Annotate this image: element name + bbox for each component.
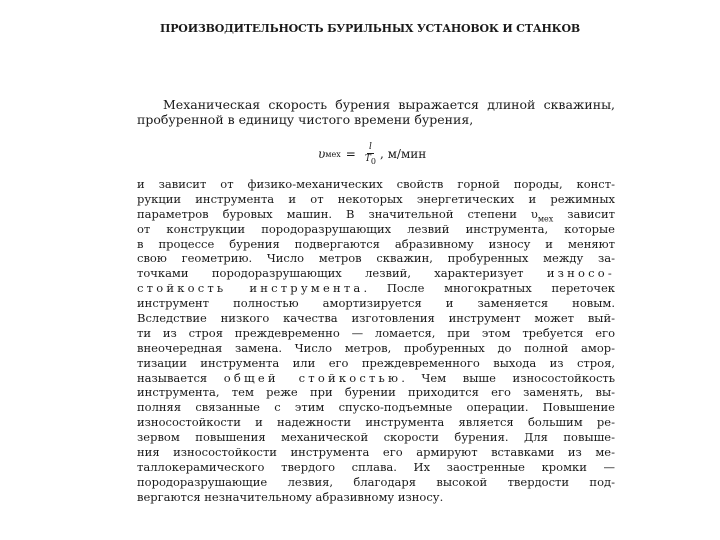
body-paragraph bbox=[137, 177, 615, 505]
body-line: полняя связанные с этим спуско-подъемные операции. Повышение bbox=[137, 400, 615, 415]
formula-lhs-subscript: мех bbox=[325, 149, 341, 159]
body-line: зервом повышения механической скорости бурения. Для повыше- bbox=[137, 430, 615, 445]
body-line: породоразрушающие лезвия, благодаря высокой твердости под- bbox=[137, 474, 615, 489]
formula-fraction bbox=[365, 142, 376, 167]
body-line: свою геометрию. Число метров скважин, пробуренных между за- bbox=[137, 251, 615, 266]
body-line bbox=[137, 207, 615, 222]
spaced-term: общей стойкостью bbox=[223, 370, 402, 385]
intro-line: пробуренной в единицу чистого времени бурения, bbox=[137, 111, 474, 127]
formula-denominator bbox=[365, 154, 376, 167]
body-line: ти из строя преждевременно — ломается, при этом требуется его bbox=[137, 325, 615, 340]
body-line: инструмент полностью амортизируется и заменяется новым. bbox=[137, 296, 615, 311]
body-line-text: называется bbox=[137, 370, 208, 385]
body-line bbox=[137, 266, 615, 281]
intro-line bbox=[137, 96, 615, 111]
body-line: внеочередная замена. Число метров, пробуренных до полной амор- bbox=[137, 340, 615, 355]
formula-unit: , м/мин bbox=[379, 147, 427, 161]
body-line: таллокерамического твердого сплава. Их заостренные кромки — bbox=[137, 459, 615, 474]
body-line: износостойкости и надежности инструмента является большим ре- bbox=[137, 415, 615, 430]
body-line: Вследствие низкого качества изготовления инструмент может вый- bbox=[137, 311, 615, 326]
formula-numerator: l bbox=[368, 141, 372, 152]
body-line-text: . Чем выше износостойкость bbox=[401, 370, 616, 385]
velocity-subscript: мех bbox=[537, 214, 554, 224]
velocity-formula bbox=[318, 138, 498, 170]
formula-equals: = bbox=[345, 147, 356, 161]
spaced-term: стойкость инструмента bbox=[137, 281, 364, 296]
body-line: вергаются незначительному абразивному износу. bbox=[137, 489, 444, 504]
body-line: инструмента, тем реже при бурении приходится его заменять, вы- bbox=[137, 385, 615, 400]
page-title: ПРОИЗВОДИТЕЛЬНОСТЬ БУРИЛЬНЫХ УСТАНОВОК И СТАНКОВ bbox=[160, 22, 580, 35]
body-line-text: точками породоразрушающих лезвий, характеризует bbox=[137, 266, 524, 281]
body-line-text: параметров буровых машин. В значительной степени υ bbox=[137, 206, 538, 221]
formula-denominator-subscript: 0 bbox=[370, 156, 376, 166]
intro-paragraph bbox=[137, 96, 615, 126]
body-line-text: . После многократных переточек bbox=[363, 281, 615, 296]
body-line bbox=[137, 371, 615, 386]
body-line: и зависит от физико-механических свойств горной породы, конст- bbox=[137, 177, 615, 191]
formula-lhs: υ bbox=[318, 147, 326, 161]
body-line: от конструкции породоразрушающих лезвий инструмента, которые bbox=[137, 221, 615, 236]
body-line-text: зависит bbox=[567, 206, 616, 221]
body-line: ния износостойкости инструмента его армируют вставками из ме- bbox=[137, 445, 615, 460]
body-line: тизации инструмента или его преждевременного выхода из строя, bbox=[137, 355, 615, 370]
formula-denominator-symbol: T bbox=[364, 153, 371, 164]
spaced-term: износо- bbox=[546, 266, 615, 281]
body-line: рукции инструмента и от некоторых энергетических и режимных bbox=[137, 191, 615, 206]
body-line bbox=[137, 281, 615, 296]
body-line: в процессе бурения подвергаются абразивному износу и меняют bbox=[137, 236, 615, 251]
intro-line-text: Механическая скорость бурения выражается длиной скважины, bbox=[163, 97, 615, 112]
